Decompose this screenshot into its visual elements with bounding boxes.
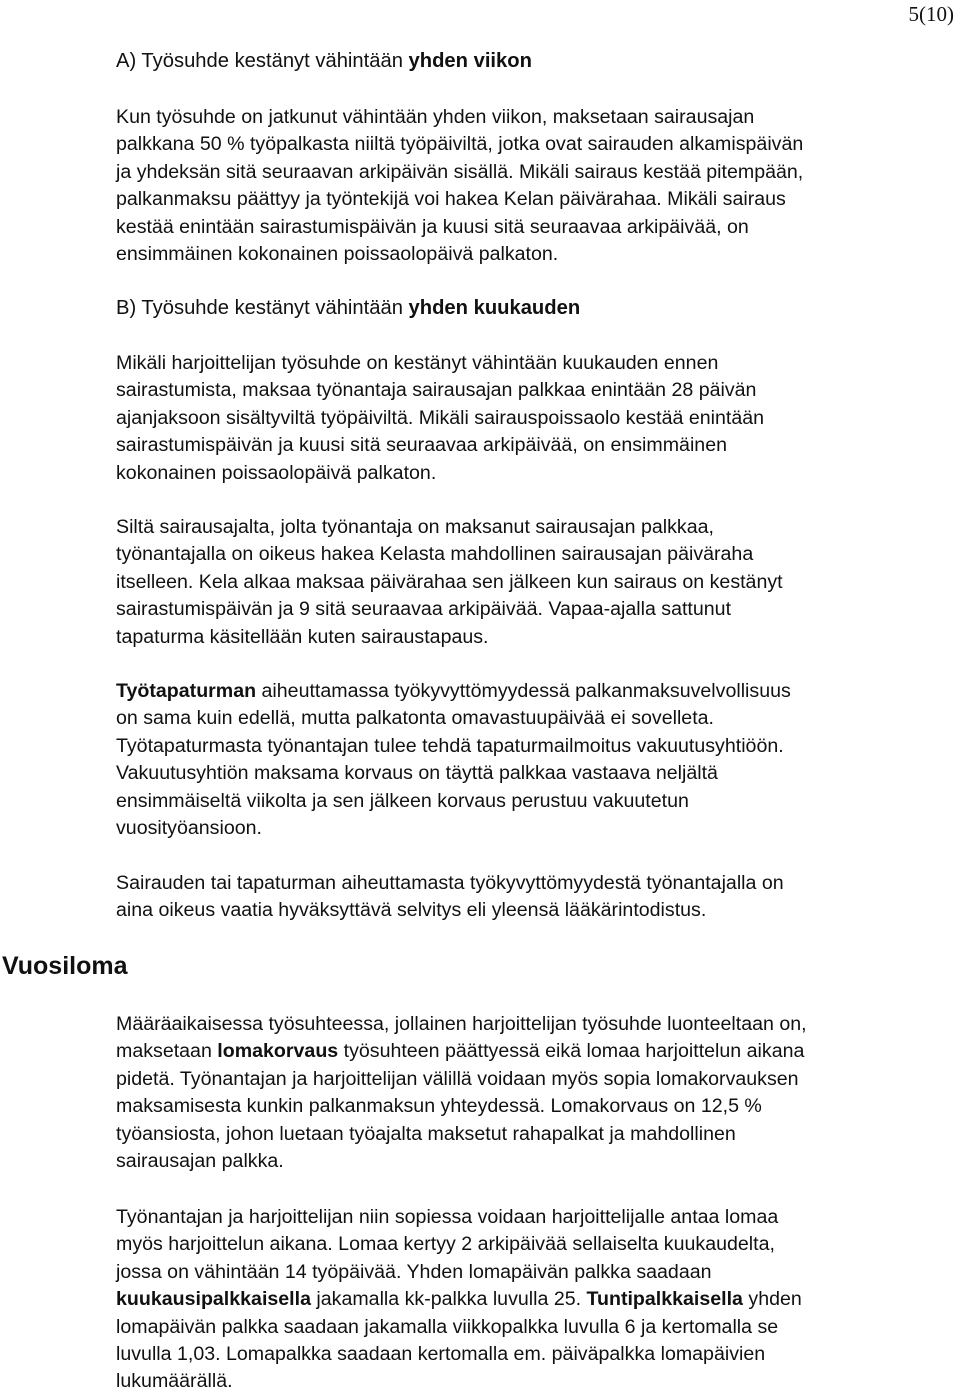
text-line: maksamisesta kunkin palkanmaksun yhteydessä. Lomakorvaus on 12,5 % bbox=[116, 1095, 762, 1118]
section-b-heading bbox=[116, 295, 956, 322]
section-b-paragraph-1 bbox=[116, 350, 956, 487]
section-a-paragraph bbox=[116, 104, 956, 268]
text-line: palkanmaksu päättyy ja työntekijä voi hakea Kelan päivärahaa. Mikäli sairaus bbox=[116, 188, 786, 211]
text-line: ja yhdeksän sitä seuraavan arkipäivän sisällä. Mikäli sairaus kestää pitempään, bbox=[116, 160, 804, 183]
term-tuntipalkkaisella: Tuntipalkkaisella bbox=[586, 1288, 743, 1311]
text-line: itselleen. Kela alkaa maksaa päivärahaa sen jälkeen kun sairaus on kestänyt bbox=[116, 570, 783, 593]
section-b-paragraph-4 bbox=[116, 870, 956, 925]
text-line: palkkana 50 % työpalkasta niiltä työpäiviltä, jotka ovat sairauden alkamispäivän bbox=[116, 133, 804, 156]
text-line: Työnantajan ja harjoittelijan niin sopiessa voidaan harjoittelijalle antaa lomaa bbox=[116, 1206, 779, 1228]
text-line: luvulla 1,03. Lomapalkka saadaan kertomalla em. päiväpalkka lomapäivien bbox=[116, 1343, 766, 1366]
text-line: sairastumispäivän ja kuusi sitä seuraavaa arkipäivää, on ensimmäinen bbox=[116, 434, 727, 457]
text-line: kokonainen poissaolopäivä palkaton. bbox=[116, 461, 437, 484]
section-b-paragraph-2 bbox=[116, 514, 956, 651]
text-line bbox=[116, 1286, 956, 1313]
section-a-heading-bold: yhden viikon bbox=[408, 50, 532, 72]
section-b-paragraph-3 bbox=[116, 678, 956, 842]
text-line: myös harjoittelun aikana. Lomaa kertyy 2 arkipäivää sellaiselta kuukaudelta, bbox=[116, 1233, 775, 1256]
text-line: on sama kuin edellä, mutta palkatonta omavastuupäivää ei sovelleta. bbox=[116, 707, 714, 730]
text-line: ajanjaksoon sisältyviltä työpäiviltä. Mikäli sairauspoissaolo kestää enintään bbox=[116, 406, 765, 429]
text-line: Määräaikaisessa työsuhteessa, jollainen harjoittelijan työsuhde luonteeltaan on, bbox=[116, 1013, 807, 1035]
text-span: aiheuttamassa työkyvyttömyydessä palkanmaksuvelvollisuus bbox=[256, 680, 791, 702]
text-line: sairastumista, maksaa työnantaja sairausajan palkkaa enintään 28 päivän bbox=[116, 379, 757, 402]
section-a-heading-text: A) Työsuhde kestänyt vähintään bbox=[116, 50, 409, 72]
text-line: ensimmäiseltä viikolta ja sen jälkeen korvaus perustuu vakuutetun bbox=[116, 789, 689, 812]
text-span: yhden bbox=[742, 1288, 802, 1311]
text-line: kestää enintään sairastumispäivän ja kuusi sitä seuraavaa arkipäivää, on bbox=[116, 215, 749, 238]
text-line: tapaturma käsitellään kuten sairaustapaus. bbox=[116, 625, 489, 648]
vuosiloma-paragraph-1 bbox=[116, 1011, 956, 1175]
term-tyotapaturman: Työtapaturman bbox=[116, 680, 257, 702]
sidebar-heading-vuosiloma: Vuosiloma bbox=[2, 952, 128, 980]
text-line: vuosityöansioon. bbox=[116, 817, 262, 840]
text-line: työnantajalla on oikeus hakea Kelasta mahdollinen sairausajan päiväraha bbox=[116, 543, 754, 566]
text-line: Vakuutusyhtiön maksama korvaus on täyttä palkkaa vastaava neljältä bbox=[116, 762, 718, 785]
text-line: lomapäivän palkka saadaan jakamalla viikkopalkka luvulla 6 ja kertomalla se bbox=[116, 1315, 779, 1338]
text-line bbox=[116, 1038, 956, 1065]
text-line: sairausajan palkka. bbox=[116, 1150, 284, 1173]
text-line: Työtapaturmasta työnantajan tulee tehdä tapaturmailmoitus vakuutusyhtiöön. bbox=[116, 734, 784, 757]
text-line: pidetä. Työnantajan ja harjoittelijan välillä voidaan myös sopia lomakorvauksen bbox=[116, 1067, 799, 1090]
term-lomakorvaus: lomakorvaus bbox=[217, 1040, 339, 1063]
text-line: Siltä sairausajalta, jolta työnantaja on maksanut sairausajan palkkaa, bbox=[116, 516, 714, 538]
text-line: aina oikeus vaatia hyväksyttävä selvitys eli yleensä lääkärintodistus. bbox=[116, 899, 707, 922]
term-kuukausipalkkaisella: kuukausipalkkaisella bbox=[116, 1288, 311, 1311]
text-line: lukumäärällä. bbox=[116, 1370, 233, 1393]
text-span: työsuhteen päättyessä eikä lomaa harjoittelun aikana bbox=[338, 1040, 805, 1063]
text-span: jakamalla kk-palkka luvulla 25. bbox=[310, 1288, 587, 1311]
text-line: jossa on vähintään 14 työpäivää. Yhden lomapäivän palkka saadaan bbox=[116, 1260, 712, 1283]
text-line: työansiosta, johon luetaan työajalta maksetut rahapalkat ja mahdollinen bbox=[116, 1122, 736, 1145]
text-line: Kun työsuhde on jatkunut vähintään yhden viikon, maksetaan sairausajan bbox=[116, 106, 755, 128]
vuosiloma-paragraph-2 bbox=[116, 1204, 956, 1396]
section-b-heading-bold: yhden kuukauden bbox=[408, 297, 581, 319]
page-number: 5(10) bbox=[908, 2, 954, 26]
text-line: Mikäli harjoittelijan työsuhde on kestänyt vähintään kuukauden ennen bbox=[116, 352, 719, 374]
text-line: Sairauden tai tapaturman aiheuttamasta työkyvyttömyydestä työnantajalla on bbox=[116, 872, 784, 894]
section-a-heading bbox=[116, 48, 956, 75]
text-line bbox=[116, 678, 956, 705]
text-line: sairastumispäivän ja 9 sitä seuraavaa arkipäivää. Vapaa-ajalla sattunut bbox=[116, 598, 732, 621]
text-line: ensimmäinen kokonainen poissaolopäivä palkaton. bbox=[116, 243, 559, 266]
section-b-heading-text: B) Työsuhde kestänyt vähintään bbox=[116, 297, 409, 319]
text-span: maksetaan bbox=[116, 1040, 218, 1063]
